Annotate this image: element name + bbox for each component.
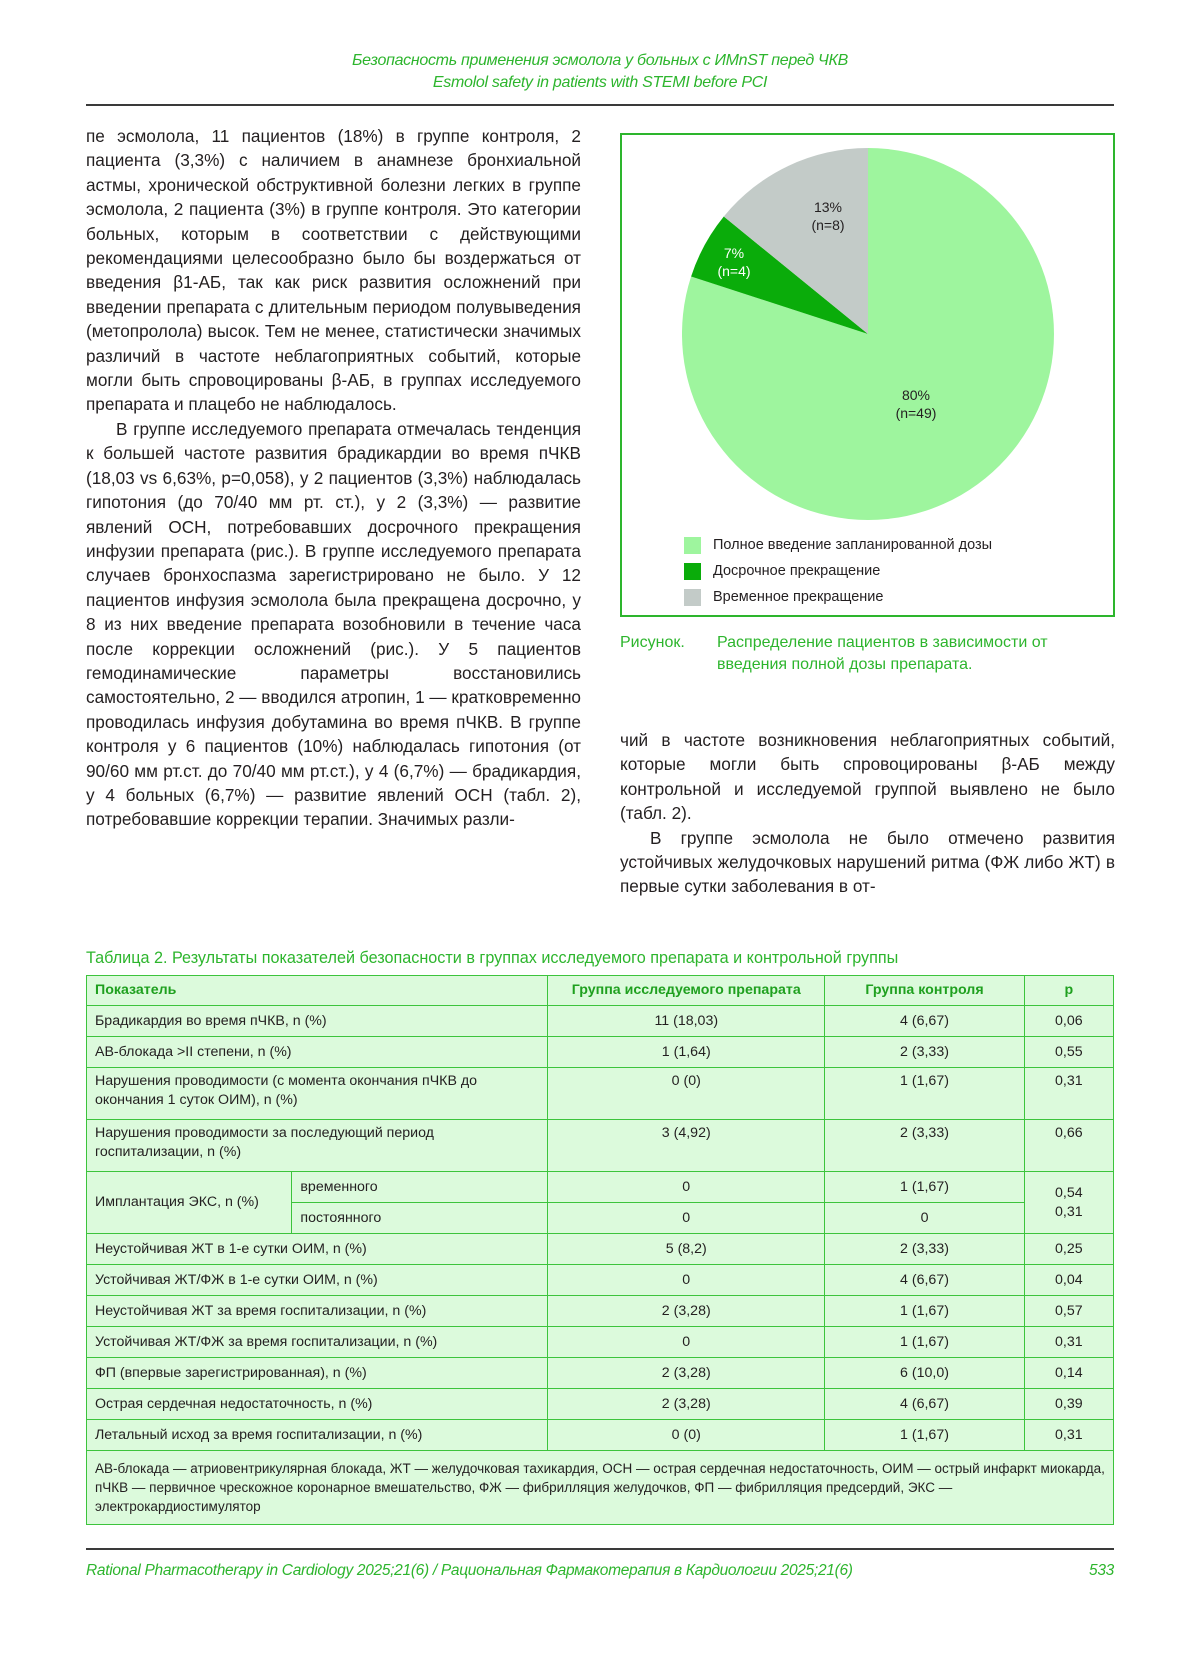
paragraph: пе эсмолола, 11 пациентов (18%) в группе контроля, 2 пациента (3,3%) с наличием в анамнезе бронхиальной астмы, хронической обструктивной болезни легких в группе эсмолола, 2 пациента (3%) в группе контроля. Это категории больных, которым в соответствии с действующими рекомендациями целесообразно было бы воздержаться от введения β1-АБ, так как риск развития осложнений при введении препарата с длительным периодом полувыведения (метопролола) высок. Тем не менее, статистически значимых различий в частоте неблагоприятных событий, которые могли быть спровоцированы β-АБ, в группах исследуемого препарата и плацебо не наблюдалось. [86, 126, 581, 415]
table-row: Нарушения проводимости (с момента окончания пЧКВ до окончания 1 суток ОИМ), n (%) 0 (0) 1 (1,67) 0,31 [87, 1068, 1114, 1120]
table-row: Неустойчивая ЖТ за время госпитализации, n (%) 2 (3,28) 1 (1,67) 0,57 [87, 1296, 1114, 1327]
header-divider [86, 104, 1114, 106]
left-text-column [86, 124, 581, 832]
journal-citation: Rational Pharmacotherapy in Cardiology 2025;21(6) / Рациональная Фармакотерапия в Кардиологии 2025;21(6) [86, 1562, 853, 1579]
legend-swatch [684, 537, 701, 554]
table-note-row [87, 1451, 1114, 1525]
header-study-group: Группа исследуемого препарата [548, 976, 825, 1006]
right-text-column [620, 728, 1115, 899]
running-head-ru: Безопасность применения эсмолола у больных с ИМnST перед ЧКВ [351, 52, 849, 69]
table-header-row [87, 976, 1114, 1006]
safety-results-table [86, 975, 1114, 1525]
table-row: Нарушения проводимости за последующий период госпитализации, n (%) 3 (4,92) 2 (3,33) 0,66 [87, 1120, 1114, 1172]
header-p-value: p [1024, 976, 1113, 1006]
page-footer [86, 1562, 1114, 1580]
legend-item-full-dose: Полное введение запланированной дозы [684, 532, 992, 558]
table-row: Острая сердечная недостаточность, n (%) 2 (3,28) 4 (6,67) 0,39 [87, 1389, 1114, 1420]
table-row: ФП (впервые зарегистрированная), n (%) 2 (3,28) 6 (10,0) 0,14 [87, 1358, 1114, 1389]
table-row: Брадикардия во время пЧКВ, n (%) 11 (18,03) 4 (6,67) 0,06 [87, 1006, 1114, 1037]
slice-label-full: 80% (n=49) [895, 387, 937, 421]
table-row: Летальный исход за время госпитализации, n (%) 0 (0) 1 (1,67) 0,31 [87, 1420, 1114, 1451]
legend-item-early-stop: Досрочное прекращение [684, 558, 992, 584]
figure-caption [620, 632, 1120, 676]
header-indicator: Показатель [87, 976, 548, 1006]
header-control-group: Группа контроля [825, 976, 1024, 1006]
figure-caption-text: Распределение пациентов в зависимости от введения полной дозы препарата. [717, 634, 1048, 673]
legend-swatch [684, 563, 701, 580]
slice-label-early: 7% (n=4) [717, 245, 751, 279]
table-row-eks-temporary: Имплантация ЭКС, n (%) временного 0 1 (1,67) 0,54 0,31 [87, 1172, 1114, 1203]
eks-p-values: 0,54 0,31 [1024, 1172, 1113, 1234]
table-abbreviations-note: АВ-блокада — атриовентрикулярная блокада, ЖТ — желудочковая тахикардия, ОСН — острая сердечная недостаточность, ОИМ — острый инфаркт миокарда, пЧКВ — первичное чрескожное коронарное вмешательство, ФЖ — фибрилляция желудочков, ФП — фибрилляция предсердий, ЭКС — электрокардиостимулятор [87, 1451, 1114, 1525]
eks-label: Имплантация ЭКС, n (%) [87, 1172, 292, 1234]
figure-caption-label: Рисунок. [620, 634, 685, 651]
running-head [86, 50, 1114, 94]
paragraph: чий в частоте возникновения неблагоприятных событий, которые могли быть спровоцированы β-АБ между контрольной и исследуемой группой выявлено не было (табл. 2). [620, 730, 1115, 824]
slice-label-temporary: 13% (n=8) [811, 199, 845, 233]
running-head-en: Esmolol safety in patients with STEMI before PCI [432, 74, 768, 91]
legend-swatch [684, 589, 701, 606]
table-row: Устойчивая ЖТ/ФЖ в 1-е сутки ОИМ, n (%) 0 4 (6,67) 0,04 [87, 1265, 1114, 1296]
pie-chart-graphic [682, 148, 1054, 520]
paragraph: В группе исследуемого препарата отмечалась тенденция к большей частоте развития брадикардии во время пЧКВ (18,03 vs 6,63%, p=0,058), у 2 пациентов (3,3%) наблюдалась гипотония (до 70/40 мм рт. ст.), у 2 (3,3%) — развитие явлений ОСН, потребовавших досрочного прекращения инфузии препарата (рис.). В группе исследуемого препарата случаев бронхоспазма зарегистрировано не было. У 12 пациентов инфузия эсмолола была прекращена досрочно, у 8 из них введение препарата возобновили в течение часа после коррекции осложнений (рис.). У 5 пациентов гемодинамические параметры восстановились самостоятельно, 2 — вводился атропин, 1 — кратковременно проводилась инфузия добутамина во время пЧКВ. В группе контроля у 6 пациентов (10%) наблюдалась гипотония (от 90/60 мм рт.ст. до 70/40 мм рт.ст.), у 4 (6,7%) — брадикардия, у 4 больных (6,7%) — развитие явлений ОСН (табл. 2), потребовавшие коррекции терапии. Значимых разли- [86, 418, 581, 830]
table-row: Устойчивая ЖТ/ФЖ за время госпитализации, n (%) 0 1 (1,67) 0,31 [87, 1327, 1114, 1358]
page-number: 533 [1089, 1562, 1114, 1579]
table-row: АВ-блокада >II степени, n (%) 1 (1,64) 2 (3,33) 0,55 [87, 1037, 1114, 1068]
chart-legend [684, 532, 992, 610]
pie-chart-figure [620, 133, 1115, 617]
footer-divider [86, 1548, 1114, 1550]
pie-chart [682, 148, 1054, 520]
table-title: Таблица 2. Результаты показателей безопасности в группах исследуемого препарата и контрольной группы [86, 949, 899, 967]
table-row-eks-permanent: постоянного 0 0 [87, 1203, 1114, 1234]
legend-item-temporary-stop: Временное прекращение [684, 584, 992, 610]
paragraph: В группе эсмолола не было отмечено развития устойчивых желудочковых нарушений ритма (ФЖ либо ЖТ) в первые сутки заболевания в от- [620, 827, 1115, 897]
table-row: Неустойчивая ЖТ в 1-е сутки ОИМ, n (%) 5 (8,2) 2 (3,33) 0,25 [87, 1234, 1114, 1265]
